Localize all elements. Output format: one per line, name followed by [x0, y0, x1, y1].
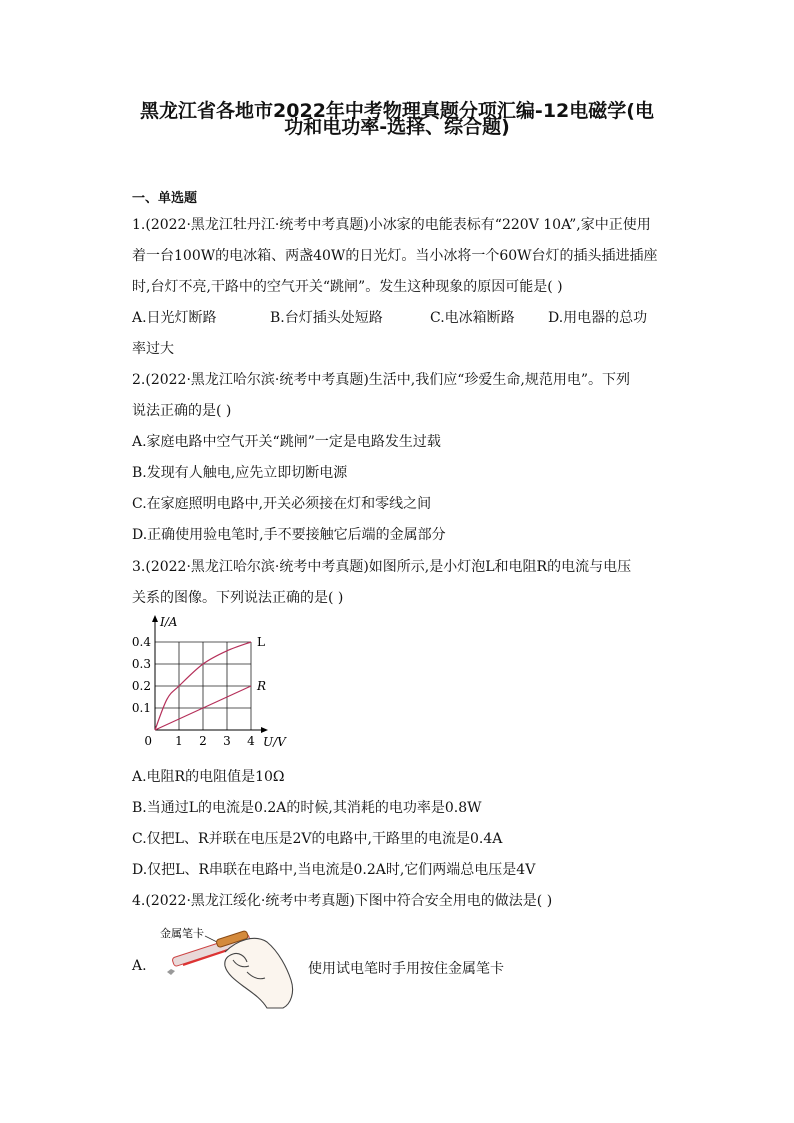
x-axis-arrow [261, 727, 268, 733]
x-tick-label: 3 [223, 734, 231, 748]
q3-option-b: B.当通过L的电流是0.2A的时候,其消耗的电功率是0.8W [132, 800, 482, 816]
hand-icon [225, 938, 293, 1008]
q4-line-1: 4.(2022·黑龙江绥化·统考中考真题)下图中符合安全用电的做法是( ) [132, 893, 553, 909]
q2-option-b: B.发现有人触电,应先立即切断电源 [132, 465, 348, 481]
q1-line-2: 着一台100W的电冰箱、两盏40W的日光灯。当小冰将一个60W台灯的插头插进插座 [132, 248, 658, 264]
x-tick-label: 2 [199, 734, 207, 748]
series-label-L: L [257, 635, 265, 649]
tester-pen-illustration [155, 922, 300, 1010]
q3-option-c: C.仅把L、R并联在电压是2V的电路中,干路里的电流是0.4A [132, 831, 503, 847]
q2-option-c: C.在家庭照明电路中,开关必须接在灯和零线之间 [132, 496, 432, 512]
graph-series [155, 635, 266, 730]
y-axis-label: I/A [160, 615, 178, 629]
q1-line-1: 1.(2022·黑龙江牡丹江·统考中考真题)小冰家的电能表标有“220V 10A”,家中正使用 [132, 217, 651, 233]
q1-option-d: D.用电器的总功 [548, 310, 648, 326]
iu-graph [125, 612, 305, 757]
graph-grid [155, 642, 251, 730]
origin-label: 0 [144, 734, 152, 748]
q3-option-d: D.仅把L、R串联在电路中,当电流是0.2A时,它们两端总电压是4V [132, 862, 536, 878]
q4-option-a-label: A. [132, 958, 147, 974]
q3-option-a: A.电阻R的电阻值是10Ω [132, 769, 285, 785]
q2-option-d: D.正确使用验电笔时,手不要接触它后端的金属部分 [132, 527, 446, 543]
x-tick-label: 4 [247, 734, 255, 748]
metal-clip-label: 金属笔卡 [160, 927, 204, 940]
x-tick-label: 1 [175, 734, 183, 748]
q2-option-a: A.家庭电路中空气开关“跳闸”一定是电路发生过载 [132, 434, 441, 450]
y-tick-label: 0.2 [131, 679, 151, 693]
q1-options [132, 307, 647, 327]
y-tick-label: 0.4 [131, 635, 151, 649]
x-axis-label: U/V [263, 735, 286, 749]
y-axis-arrow [152, 615, 158, 622]
y-tick-label: 0.1 [131, 701, 151, 715]
section-heading: 一、单选题 [132, 191, 198, 206]
q2-line-1: 2.(2022·黑龙江哈尔滨·统考中考真题)生活中,我们应“珍爱生命,规范用电”。下列 [132, 372, 631, 388]
q1-option-a: A.日光灯断路 [132, 310, 217, 326]
q1-line-3: 时,台灯不亮,干路中的空气开关“跳闸”。发生这种现象的原因可能是( ) [132, 279, 563, 295]
q2-line-2: 说法正确的是( ) [132, 403, 232, 419]
q4-option-a-text: 使用试电笔时手用按住金属笔卡 [308, 961, 504, 977]
q1-option-b: B.台灯插头处短路 [270, 310, 383, 326]
q3-line-1: 3.(2022·黑龙江哈尔滨·统考中考真题)如图所示,是小灯泡L和电阻R的电流与电压 [132, 559, 632, 575]
q3-line-2: 关系的图像。下列说法正确的是( ) [132, 590, 344, 606]
series-label-R: R [257, 679, 267, 693]
q1-option-c: C.电冰箱断路 [430, 310, 515, 326]
q1-option-d-wrap: 率过大 [132, 341, 174, 357]
document-title-line2: 功和电功率-选择、综合题) [284, 116, 510, 138]
y-tick-label: 0.3 [131, 657, 151, 671]
document-title-line1: 黑龙江省各地市2022年中考物理真题分项汇编-12电磁学(电 [140, 100, 654, 122]
